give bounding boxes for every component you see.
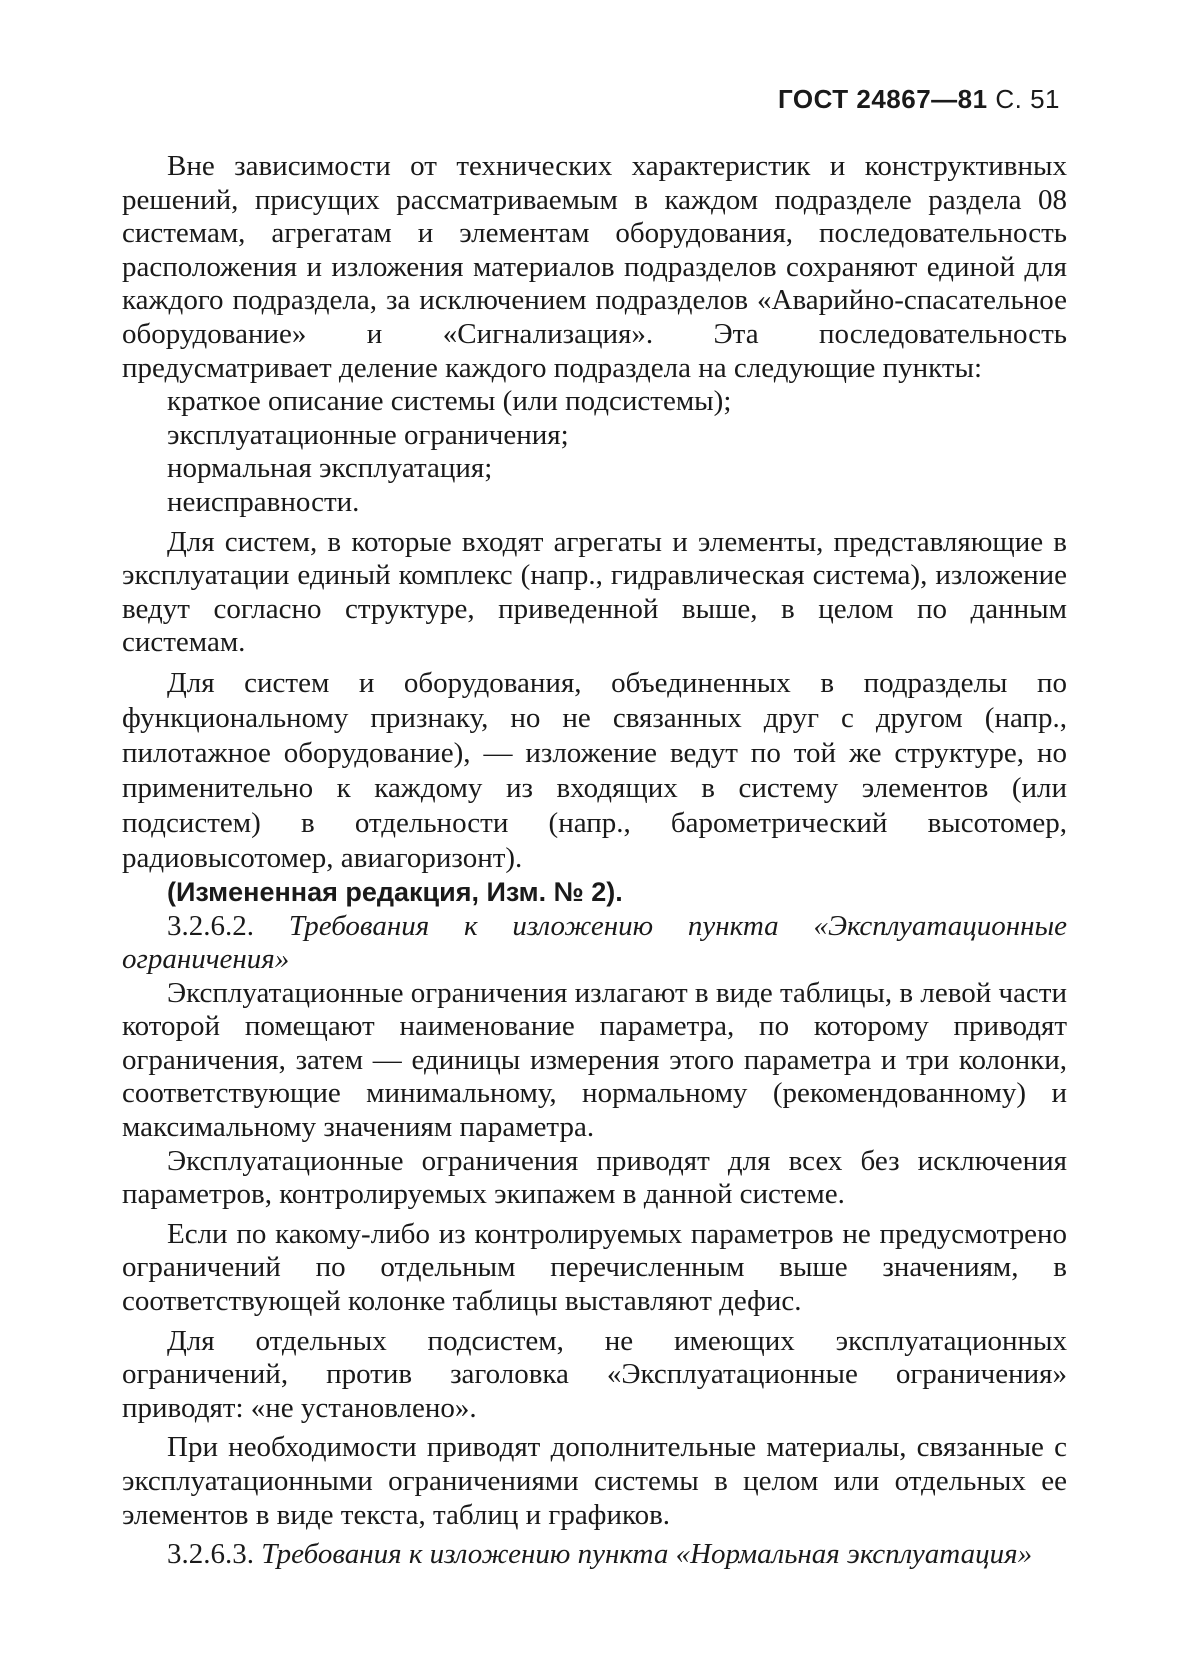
paragraph-8: При необходимости приводят дополнительные материалы, связанные с эксплуатационными ограничениями системы в целом или отдельных ее элементов в виде текста, таблиц и графиков. [122, 1431, 1067, 1531]
paragraph-5: Эксплуатационные ограничения приводят для всех без исключения параметров, контролируемых экипажем в данной системе. [122, 1144, 1067, 1211]
page-header [778, 84, 1060, 115]
section-title: Требования к изложению пункта «Эксплуатационные ограничения» [122, 909, 1067, 976]
paragraph-6: Если по какому-либо из контролируемых параметров не предусмотрено ограничений по отдельным перечисленным выше значениям, в соответствующей колонке таблицы выставляют дефис. [122, 1217, 1067, 1318]
section-3-2-6-3-heading [122, 1538, 1067, 1572]
amendment-note: (Измененная редакция, Изм. № 2). [167, 876, 623, 907]
list-item: краткое описание системы (или подсистемы); [167, 385, 732, 418]
list-item: неисправности. [167, 485, 360, 518]
section-number: 3.2.6.2. [167, 909, 254, 942]
list-item: нормальная эксплуатация; [167, 452, 493, 485]
section-number: 3.2.6.3. [167, 1538, 254, 1571]
paragraph-1: Вне зависимости от технических характеристик и конструктивных решений, присущих рассматриваемым в каждом подразделе раздела 08 системам, агрегатам и элементам оборудования, последовательность расположения и изложения материалов подразделов сохраняют единой для каждого подраздела, за исключением подразделов «Аварийно-спасательное оборудование» и «Сигнализация». Эта последовательность предусматривает деление каждого подраздела на следующие пункты: [122, 150, 1067, 384]
paragraph-7: Для отдельных подсистем, не имеющих эксплуатационных ограничений, против заголовка «Эксплуатационные ограничения» приводят: «не установлено». [122, 1324, 1067, 1424]
section-3-2-6-2-heading [122, 910, 1067, 977]
paragraph-2: Для систем, в которые входят агрегаты и элементы, представляющие в эксплуатации единый комплекс (напр., гидравлическая система), изложение ведут согласно структуре, приведенной выше, в целом по данным системам. [122, 525, 1067, 659]
page-number: С. 51 [995, 84, 1060, 114]
section-title: Требования к изложению пункта «Нормальная эксплуатация» [261, 1538, 1033, 1571]
paragraph-3: Для систем и оборудования, объединенных в подразделы по функциональному признаку, но не связанных друг с другом (напр., пилотажное оборудование), — изложение ведут по той же структуре, но применительно к каждому из входящих в систему элементов (или подсистем) в отдельности (напр., барометрический высотомер, радиовысотомер, авиагоризонт). [122, 666, 1067, 874]
document-body [122, 150, 1067, 1572]
standard-number: ГОСТ 24867—81 [778, 84, 988, 114]
paragraph-4: Эксплуатационные ограничения излагают в виде таблицы, в левой части которой помещают наименование параметра, по которому приводят ограничения, затем — единицы измерения этого параметра и три колонки, соответствующие минимальному, нормальному (рекомендованному) и максимальному значениям параметра. [122, 976, 1067, 1144]
list-item: эксплуатационные ограничения; [167, 418, 569, 451]
